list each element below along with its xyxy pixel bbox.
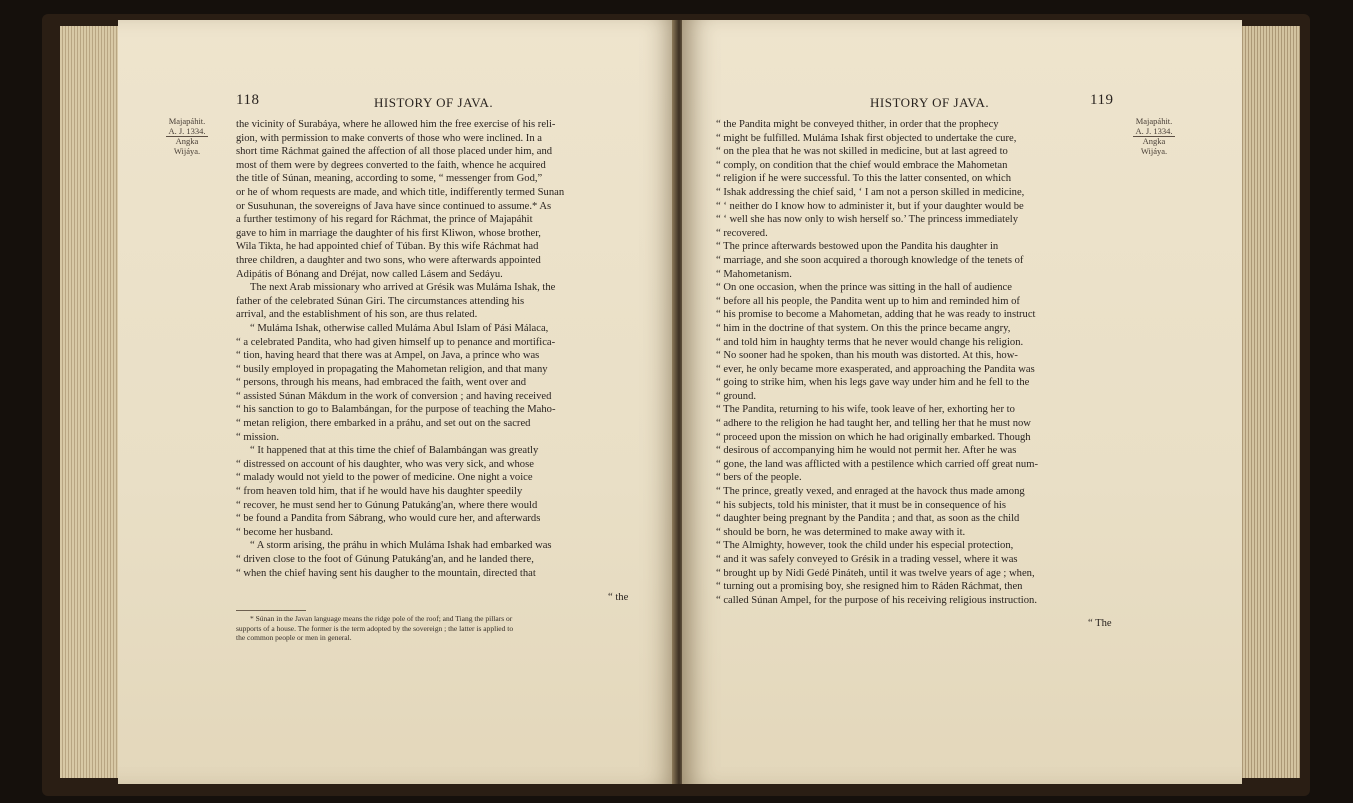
text-line: “ going to strike him, when his legs gave way under him and he fell to the <box>716 377 1030 389</box>
text-line: “ and told him in haughty terms that he never would change his religion. <box>716 336 1024 348</box>
text-line: “ A storm arising, the práhu in which Muláma Ishak had embarked was <box>250 540 552 552</box>
text-line: “ called Súnan Ampel, for the purpose of his receiving religious instruction. <box>716 594 1037 606</box>
right-catchword: “ The <box>1088 618 1112 629</box>
text-line: “ religion if he were successful. To this the latter consented, on which <box>716 173 1012 185</box>
text-line: “ No sooner had he spoken, than his mouth was distorted. At this, how- <box>716 350 1018 362</box>
sidenote-ruler: Angka Wijáya. <box>1140 136 1168 156</box>
text-line: “ The prince afterwards bestowed upon the Pandita his daughter in <box>716 241 999 253</box>
text-line: three children, a daughter and two sons, who were afterwards appointed <box>236 254 541 266</box>
text-line: father of the celebrated Súnan Giri. The circumstances attending his <box>236 295 525 307</box>
left-page-number: 118 <box>236 92 260 108</box>
sidenote-year: A. J. 1334. <box>168 126 206 136</box>
text-line: “ might be fulfilled. Muláma Ishak first objected to undertake the cure, <box>716 132 1017 144</box>
text-line: gave to him in marriage the daughter of his first Kliwon, whose brother, <box>236 227 541 239</box>
text-line: “ be found a Pandita from Sábrang, who would cure her, and afterwards <box>236 513 541 525</box>
text-line: “ the Pandita might be conveyed thither, in order that the prophecy <box>716 119 999 130</box>
text-line: “ recover, he must send her to Gúnung Patukáng'an, where there would <box>236 499 538 511</box>
text-line: “ Muláma Ishak, otherwise called Muláma Abul Islam of Pási Málaca, <box>250 322 549 334</box>
text-line: “ gone, the land was afflicted with a pestilence which carried off great num- <box>716 458 1039 470</box>
text-line: “ driven close to the foot of Gúnung Patukáng'an, and he landed there, <box>236 554 534 565</box>
text-line: “ proceed upon the mission on which he had originally embarked. Though <box>716 431 1031 443</box>
footnote-line: the common people or men in general. <box>236 633 352 642</box>
text-line: The next Arab missionary who arrived at Grésik was Muláma Ishak, the <box>250 282 556 294</box>
text-line: “ assisted Súnan Mákdum in the work of conversion ; and having received <box>236 390 552 402</box>
footnote-rule <box>236 610 306 611</box>
page-edges-right <box>1240 26 1300 778</box>
text-line: “ It happened that at this time the chief of Balambángan was greatly <box>250 445 539 457</box>
text-line: the vicinity of Surabáya, where he allowed him the free exercise of his reli- <box>236 119 556 130</box>
left-sidenote <box>166 116 208 156</box>
text-line: most of them were by degrees converted to the faith, whence he acquired <box>236 159 546 171</box>
right-page <box>682 20 1242 784</box>
text-line: Adipátis of Bónang and Dréjat, now called Lásem and Sedáyu. <box>236 268 503 280</box>
footnote-line: * Súnan in the Javan language means the ridge pole of the roof; and Tiang the pillars or <box>250 614 513 623</box>
text-line: “ distressed on account of his daughter, who was very sick, and whose <box>236 458 534 470</box>
text-line: “ metan religion, there embarked in a práhu, and set out on the sacred <box>236 418 531 430</box>
text-line: “ a celebrated Pandita, who had given himself up to penance and mortifica- <box>236 336 556 348</box>
text-line: “ tion, having heard that there was at Ampel, on Java, a prince who was <box>236 350 540 362</box>
text-line: “ Ishak addressing the chief said, ‘ I am not a person skilled in medicine, <box>716 186 1025 198</box>
text-line: “ The Almighty, however, took the child under his especial protection, <box>716 540 1014 552</box>
text-line: “ daughter being pregnant by the Pandita ; and that, as soon as the child <box>716 513 1020 525</box>
text-line: or Susuhunan, the sovereigns of Java have since continued to assume.* As <box>236 200 552 212</box>
text-line: “ malady would not yield to the power of medicine. One night a voice <box>236 472 533 484</box>
right-sidenote <box>1132 116 1176 156</box>
left-catchword: “ the <box>608 592 629 603</box>
text-line: “ marriage, and she soon acquired a thorough knowledge of the tenets of <box>716 254 1024 266</box>
text-line: “ The prince, greatly vexed, and enraged at the havock thus made among <box>716 486 1025 498</box>
left-body <box>236 118 636 580</box>
text-line: arrival, and the establishment of his son, are thus related. <box>236 309 478 321</box>
text-line: Wila Tikta, he had appointed chief of Túban. By this wife Ráchmat had <box>236 241 539 253</box>
text-line: or he of whom requests are made, and which title, indifferently termed Sunan <box>236 186 565 198</box>
text-line: gion, with permission to make converts of those who were inclined. In a <box>236 132 542 144</box>
footnote-line: supports of a house. The former is the term adopted by the sovereign ; the latter is applied to <box>236 623 514 633</box>
right-running-head: HISTORY OF JAVA. <box>870 95 990 110</box>
text-line: “ his sanction to go to Balambángan, for the purpose of teaching the Maho- <box>236 404 556 416</box>
left-running-head: HISTORY OF JAVA. <box>374 95 494 110</box>
text-line: “ mission. <box>236 431 279 443</box>
text-line: “ persons, through his means, had embraced the faith, went over and <box>236 377 527 389</box>
left-footnote <box>236 614 636 643</box>
text-line: short time Ráchmat gained the affection of all those placed under him, and <box>236 146 553 158</box>
text-line: “ brought up by Nidi Gedé Pináteh, until it was twelve years of age ; when, <box>716 567 1035 579</box>
text-line: “ The Pandita, returning to his wife, took leave of her, exhorting her to <box>716 404 1015 416</box>
text-line: “ from heaven told him, that if he would have his daughter speedily <box>236 486 523 498</box>
text-line: “ become her husband. <box>236 526 334 538</box>
text-line: “ busily employed in propagating the Mahometan religion, and that many <box>236 363 548 375</box>
text-line: the title of Súnan, meaning, according to some, “ messenger from God,” <box>236 173 543 185</box>
text-line: “ On one occasion, when the prince was sitting in the hall of audience <box>716 282 1012 294</box>
text-line: “ ever, he only became more exasperated, and approaching the Pandita was <box>716 363 1035 375</box>
text-line: “ bers of the people. <box>716 472 802 484</box>
sidenote-ruler: Angka Wijáya. <box>173 136 201 156</box>
text-line: “ ‘ well she has now only to wish herself so.’ The princess immediately <box>716 214 1019 226</box>
text-line: “ adhere to the religion he had taught her, and telling her that he must now <box>716 418 1031 430</box>
text-line: “ desirous of accompanying him he would not permit her. After he was <box>716 445 1017 457</box>
text-line: “ him in the doctrine of that system. On this the prince became angry, <box>716 322 1011 334</box>
text-line: “ his promise to become a Mahometan, adding that he was ready to instruct <box>716 309 1036 321</box>
sidenote-year: A. J. 1334. <box>1135 126 1173 136</box>
text-line: “ recovered. <box>716 227 768 239</box>
text-line: “ and it was safely conveyed to Grésik in a trading vessel, where it was <box>716 554 1018 565</box>
right-body <box>716 118 1116 607</box>
text-line: “ turning out a promising boy, she resigned him to Ráden Ráchmat, then <box>716 581 1023 593</box>
text-line: “ Mahometanism. <box>716 268 792 280</box>
text-line: “ should be born, he was determined to make away with it. <box>716 526 966 538</box>
left-page <box>118 20 678 784</box>
text-line: “ ‘ neither do I know how to administer it, but if your daughter would be <box>716 200 1024 212</box>
text-line: “ comply, on condition that the chief would embrace the Mahometan <box>716 159 1008 171</box>
sidenote-place: Majapáhit. <box>1135 116 1173 126</box>
sidenote-place: Majapáhit. <box>168 116 206 126</box>
text-line: “ when the chief having sent his daugher to the mountain, directed that <box>236 567 536 579</box>
text-line: “ his subjects, told his minister, that it must be in consequence of his <box>716 499 1006 511</box>
text-line: “ ground. <box>716 390 757 402</box>
text-line: “ before all his people, the Pandita went up to him and reminded him of <box>716 295 1020 307</box>
right-page-number: 119 <box>1090 92 1114 108</box>
text-line: “ on the plea that he was not skilled in medicine, but at last agreed to <box>716 146 1008 158</box>
page-edges-left <box>60 26 120 778</box>
text-line: a further testimony of his regard for Ráchmat, the prince of Majapáhit <box>236 214 533 226</box>
